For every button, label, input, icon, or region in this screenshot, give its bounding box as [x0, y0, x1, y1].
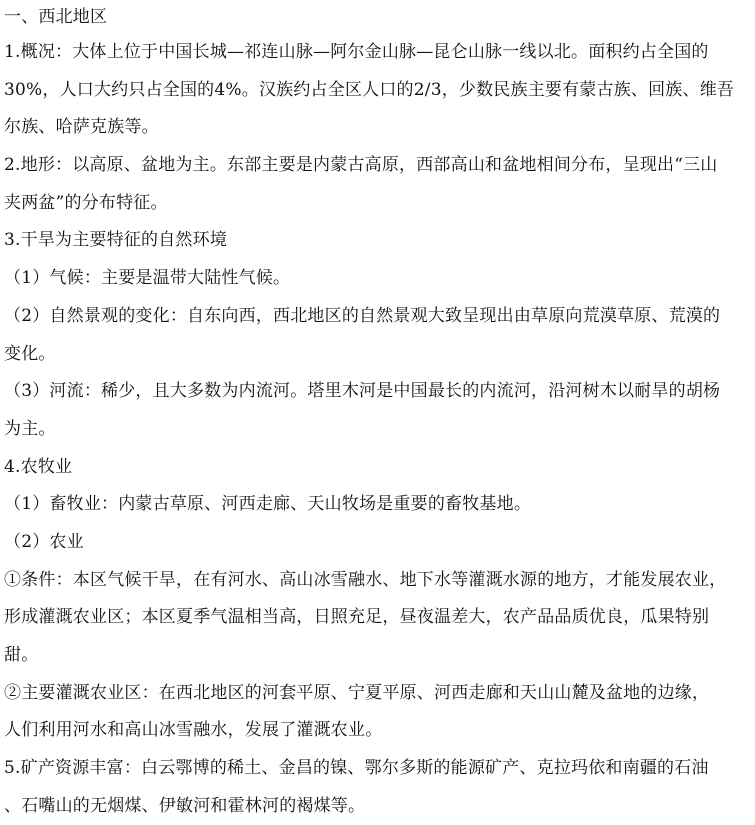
landscape-line-2: 变化。: [4, 343, 56, 364]
overview-line-2: 30%，人口大约只占全国的4%。汉族约占全区人口的2/3，少数民族主要有蒙古族、回族、维吾: [4, 79, 735, 100]
document-body: [4, 0, 752, 825]
section-heading: 一、西北地区: [4, 7, 108, 27]
minerals-line-2: 、石嘴山的无烟煤、伊敏河和霍林河的褐煤等。: [4, 795, 366, 816]
landscape-line-1: （2）自然景观的变化：自东向西，西北地区的自然景观大致呈现出由草原向荒漠草原、荒漠的: [4, 305, 721, 326]
conditions-line-3: 甜。: [4, 645, 39, 665]
overview-line-3: 尔族、哈萨克族等。: [4, 117, 159, 138]
rivers-line-2: 为主。: [4, 418, 56, 439]
livestock-line: （1）畜牧业：内蒙古草原、河西走廊、天山牧场是重要的畜牧基地。: [4, 494, 532, 515]
farming-subheading: （2）农业: [4, 531, 84, 552]
rivers-line-1: （3）河流：稀少，且大多数为内流河。塔里木河是中国最长的内流河，沿河树木以耐旱的胡杨: [4, 381, 721, 402]
agriculture-heading: 4.农牧业: [4, 456, 73, 477]
environment-heading: 3.干旱为主要特征的自然环境: [4, 230, 228, 251]
conditions-line-2: 形成灌溉农业区；本区夏季气温相当高，日照充足，昼夜温差大，农产品品质优良，瓜果特别: [4, 607, 710, 628]
terrain-line-1: 2.地形：以高原、盆地为主。东部主要是内蒙古高原，西部高山和盆地相间分布，呈现出“三山: [4, 155, 718, 176]
climate-line: （1）气候：主要是温带大陆性气候。: [4, 268, 291, 289]
terrain-line-2: 夹两盆”的分布特征。: [4, 192, 168, 213]
conditions-line-1: ①条件：本区气候干旱，在有河水、高山冰雪融水、地下水等灌溉水源的地方，才能发展农业，: [4, 569, 727, 590]
minerals-line-1: 5.矿产资源丰富：白云鄂博的稀土、金昌的镍、鄂尔多斯的能源矿产、克拉玛依和南疆的石油: [4, 758, 709, 779]
irrigation-line-2: 人们利用河水和高山冰雪融水，发展了灌溉农业。: [4, 720, 383, 741]
irrigation-line-1: ②主要灌溉农业区：在西北地区的河套平原、宁夏平原、河西走廊和天山山麓及盆地的边缘，: [4, 682, 710, 703]
overview-line-1: 1.概况：大体上位于中国长城—祁连山脉—阿尔金山脉—昆仑山脉一线以北。面积约占全国的: [4, 42, 709, 62]
